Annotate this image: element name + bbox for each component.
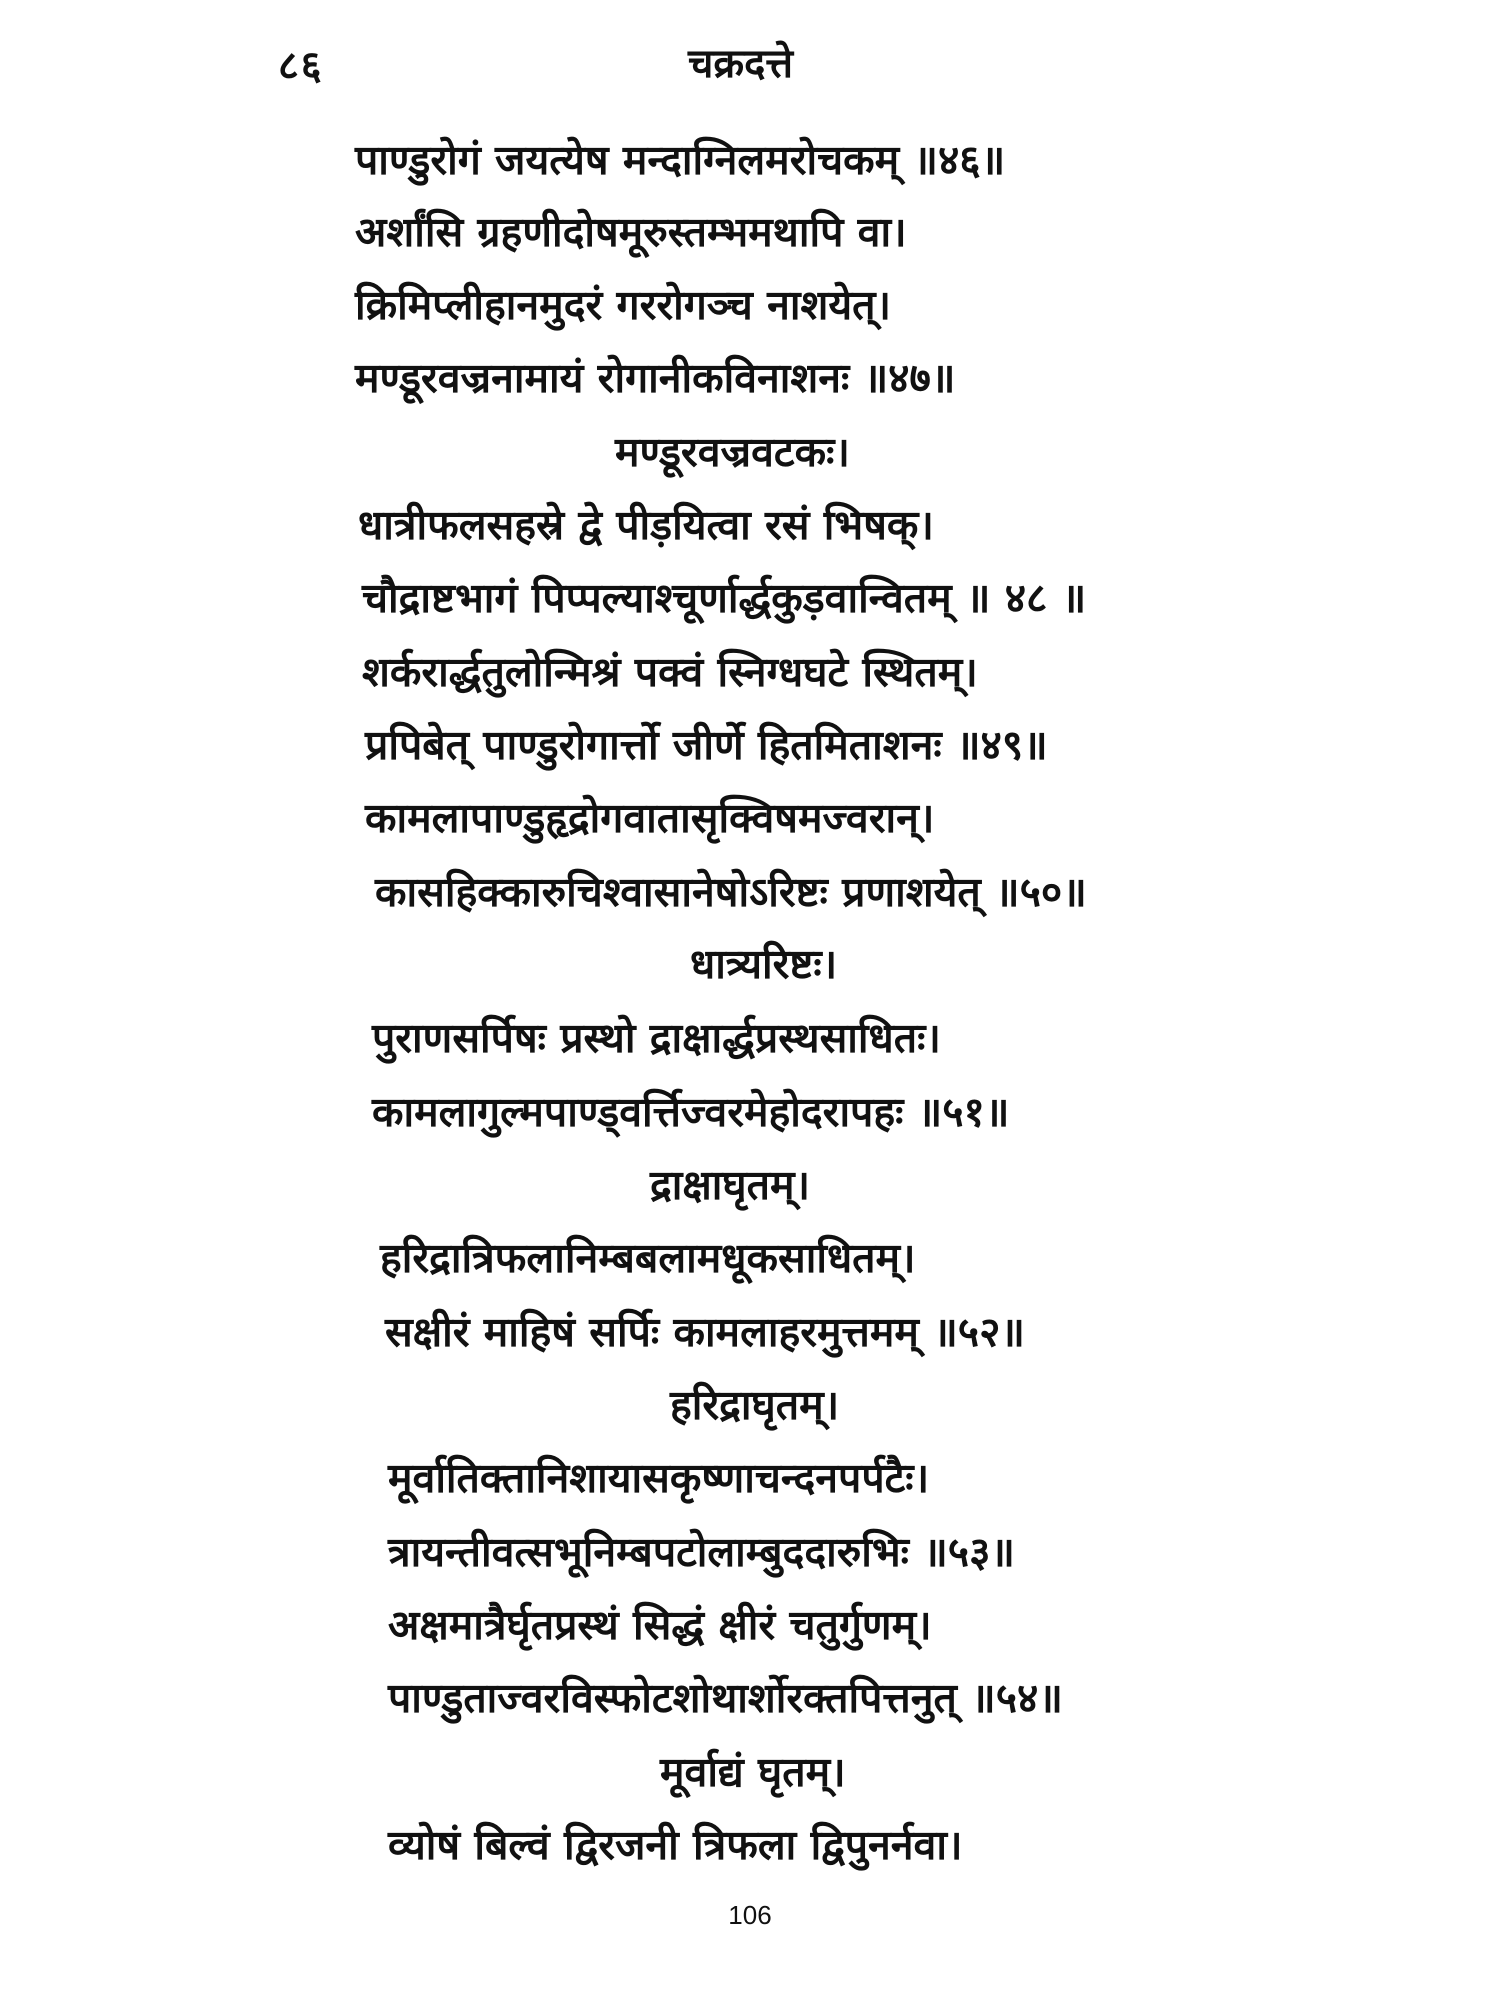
verse-line: सक्षीरं माहिषं सर्पिः कामलाहरमुत्तमम् ॥५२॥ [385, 1308, 1025, 1356]
section-heading: द्राक्षाघृतम्। [650, 1161, 811, 1209]
verse-line: पाण्डुताज्वरविस्फोटशोथार्शोरक्तपित्तनुत् ॥५४॥ [388, 1674, 1063, 1722]
section-heading: हरिद्राघृतम्। [670, 1381, 840, 1429]
verse-line: त्रायन्तीवत्सभूनिम्बपटोलाम्बुददारुभिः ॥५३॥ [388, 1528, 1015, 1576]
verse-line: मूर्वातिक्तानिशायासकृष्णाचन्दनपर्पटैः। [388, 1454, 930, 1502]
verse-line: कासहिक्कारुचिश्वासानेषोऽरिष्टः प्रणाशयेत् ॥५०॥ [375, 868, 1087, 916]
verse-line: अक्षमात्रैर्घृतप्रस्थं सिद्धं क्षीरं चतुर्गुणम्। [388, 1601, 932, 1649]
verse-line: चौद्राष्टभागं पिप्पल्याश्चूर्णार्द्धकुड़वान्वितम् ॥ ४८ ॥ [362, 574, 1087, 622]
section-heading: मूर्वाद्यं घृतम्। [660, 1748, 846, 1796]
section-heading: धात्र्यरिष्टः। [690, 940, 838, 988]
verse-line: अर्शांसि ग्रहणीदोषमूरुस्तम्भमथापि वा। [355, 208, 907, 256]
verse-line: पाण्डुरोगं जयत्येष मन्दाग्निलमरोचकम् ॥४६॥ [355, 136, 1006, 184]
verse-line: मण्डूरवज्रनामायं रोगानीकविनाशनः ॥४७॥ [355, 354, 956, 402]
verse-line: क्रिमिप्लीहानमुदरं गररोगञ्च नाशयेत्। [355, 281, 892, 329]
verse-line: व्योषं बिल्वं द्विरजनी त्रिफला द्विपुनर्नवा। [388, 1821, 963, 1869]
verse-line: पुराणसर्पिषः प्रस्थो द्राक्षार्द्धप्रस्थसाधितः। [372, 1014, 941, 1062]
verse-line: प्रपिबेत् पाण्डुरोगार्त्तो जीर्णे हितमिताशनः ॥४९॥ [365, 721, 1048, 769]
footer-page-number: 106 [728, 1900, 772, 1930]
verse-line: शर्करार्द्धतुलोन्मिश्रं पक्वं स्निग्धघटे स्थितम्। [362, 648, 978, 696]
running-title: चक्रदत्ते [688, 41, 793, 87]
verse-line: धात्रीफलसहस्रे द्वे पीड़यित्वा रसं भिषक्। [358, 501, 934, 549]
verse-line: कामलापाण्डुहृद्रोगवातासृक्विषमज्वरान्। [365, 794, 935, 842]
verse-line: हरिद्रात्रिफलानिम्बबलामधूकसाधितम्। [380, 1234, 916, 1282]
section-heading: मण्डूरवज्रवटकः। [615, 428, 850, 476]
page-number-top: ८६ [278, 43, 324, 89]
verse-line: कामलागुल्मपाण्ड्वर्त्तिज्वरमेहोदरापहः ॥५१॥ [372, 1088, 1010, 1136]
